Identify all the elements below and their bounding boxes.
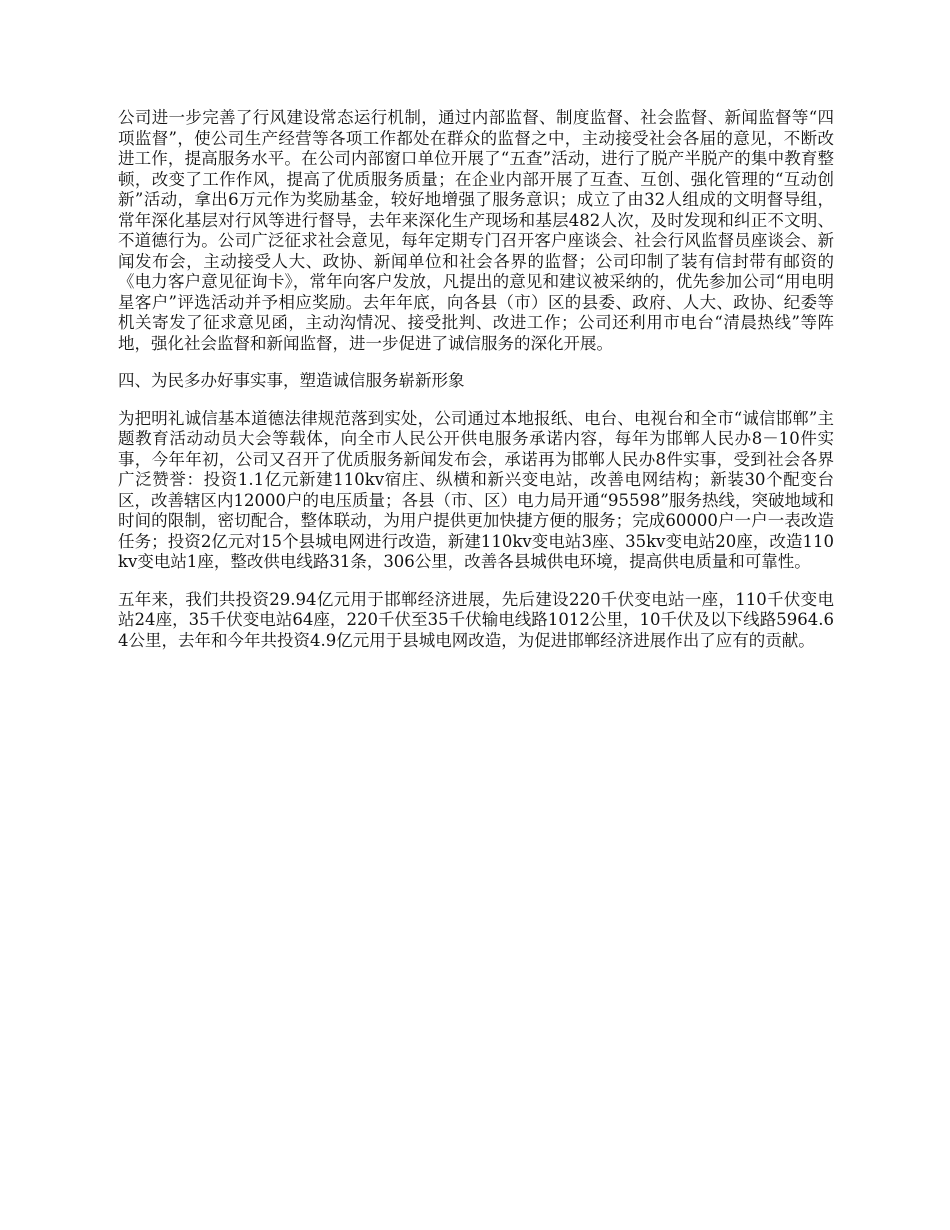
section-heading-four: 四、为民多办好事实事，塑造诚信服务崭新形象 <box>118 371 465 390</box>
paragraph-five-year-investment: 五年来，我们共投资29.94亿元用于邯郸经济进展，先后建设220千伏变电站一座，110千伏变电站24座，35千伏变电站64座，220千伏至35千伏输电线路1012公里，10千伏及以下线路5964.64公里，去年和今年共投资4.9亿元用于县城电网改造，为促进邯郸经济进展作出了应有的贡献。 <box>118 589 834 650</box>
document-body <box>118 108 834 668</box>
paragraph-supervision: 公司进一步完善了行风建设常态运行机制，通过内部监督、制度监督、社会监督、新闻监督等“四项监督”，使公司生产经营等各项工作都处在群众的监督之中，主动接受社会各届的意见，不断改进工作，提高服务水平。在公司内部窗口单位开展了“五查”活动，进行了脱产半脱产的集中教育整顿，改变了工作作风，提高了优质服务质量；在企业内部开展了互查、互创、强化管理的“互动创新”活动，拿出6万元作为奖励基金，较好地增强了服务意识；成立了由32人组成的文明督导组，常年深化基层对行风等进行督导，去年来深化生产现场和基层482人次，及时发现和纠正不文明、不道德行为。公司广泛征求社会意见，每年定期专门召开客户座谈会、社会行风监督员座谈会、新闻发布会，主动接受人大、政协、新闻单位和社会各界的监督；公司印制了装有信封带有邮资的《电力客户意见征询卡》，常年向客户发放，凡提出的意见和建议被采纳的，优先参加公司“用电明星客户”评选活动并予相应奖励。去年年底，向各县（市）区的县委、政府、人大、政协、纪委等机关寄发了征求意见函，主动沟情况、接受批判、改进工作；公司还利用市电台“清晨热线”等阵地，强化社会监督和新闻监督，进一步促进了诚信服务的深化开展。 <box>118 108 834 353</box>
paragraph-practical-matters: 为把明礼诚信基本道德法律规范落到实处，公司通过本地报纸、电台、电视台和全市“诚信邯郸”主题教育活动动员大会等载体，向全市人民公开供电服务承诺内容，每年为邯郸人民办8－10件实事，今年年初，公司又召开了优质服务新闻发布会，承诺再为邯郸人民办8件实事，受到社会各界广泛赞誉：投资1.1亿元新建110kv宿庄、纵横和新兴变电站，改善电网结构；新装30个配变台区，改善辖区内12000户的电压质量；各县（市、区）电力局开通“95598”服务热线，突破地域和时间的限制，密切配合，整体联动，为用户提供更加快捷方便的服务；完成60000户一户一表改造任务；投资2亿元对15个县城电网进行改造，新建110kv变电站3座、35kv变电站20座，改造110kv变电站1座，整改供电线路31条，306公里，改善各县城供电环境，提高供电质量和可靠性。 <box>118 408 834 571</box>
